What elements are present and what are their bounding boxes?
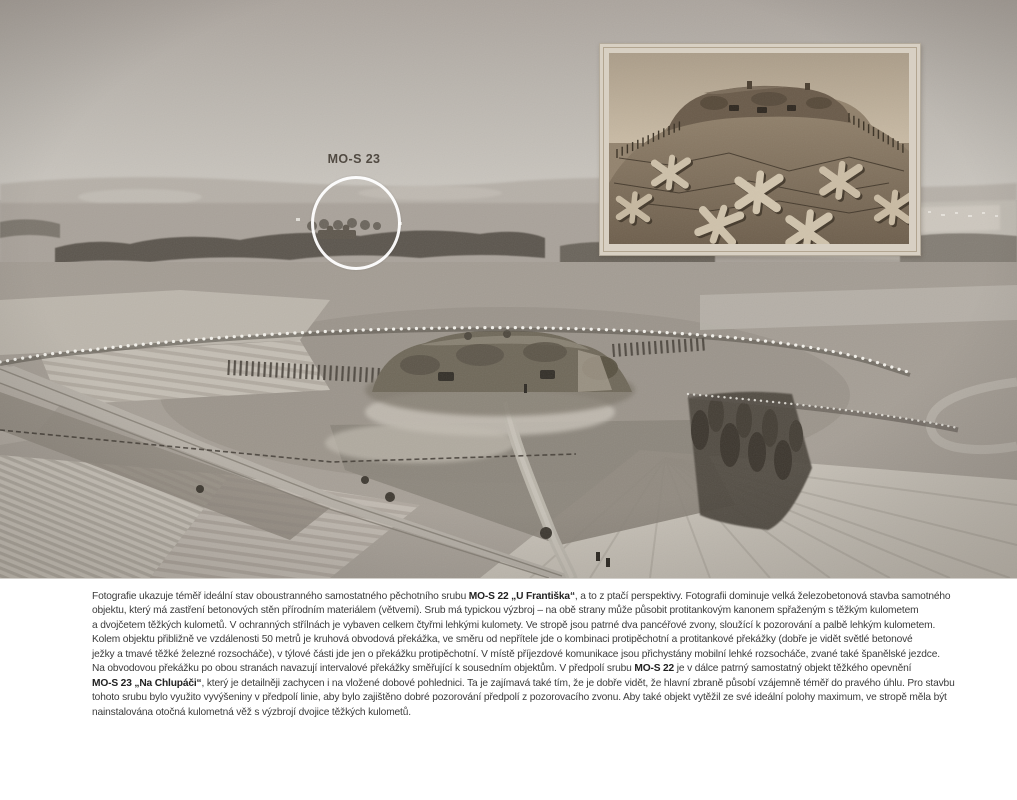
- caption-line: Na obvodovou překážku po obou stranách navazují intervalové překážky směřující k sousedním objektům. V předpolí srubu MO-S 22 je v dálce patrný samostatný objekt těžkého opevnění: [92, 663, 912, 675]
- inset-photo-art: [609, 53, 909, 244]
- caption-line: ježky a tmavé těžké železné rozsocháče), v týlové části jde jen o překážku protipěchotní. V místě příjezdové komunikace jsou přichystány mobilní lehké rozsocháče, zvané také španělské jezdce.: [92, 648, 940, 660]
- caption-line: a dvojčetem těžkých kulometů. V ochranných střílnách je vybaven celkem čtyřmi lehkými kulomety. Ve stropě jsou patrné dva pancéřové zvony, sloužící k pozorování a palbě lehkým kulometem.: [92, 619, 936, 631]
- caption-line: Fotografie ukazuje téměř ideální stav oboustranného samostatného pěchotního srubu MO-S 22 „U Františka“, a to z ptačí perspektivy. Fotografii dominuje velká železobetonová stavba samotného: [92, 591, 951, 602]
- inset-photo: [609, 53, 909, 244]
- annotation-circle: [311, 176, 401, 270]
- annotation-label: MO-S 23: [327, 152, 381, 166]
- caption-line: objektu, který má zastření betonových stěn přírodním materiálem (větvemi). Srub má typickou výzbroj – na obě strany může působit protitankovým kanonem spřaženým s těžkým kulometem: [92, 605, 919, 617]
- caption-text: [92, 590, 955, 720]
- caption-line: nainstalována otočná kulometná věž s výzbrojí dvojice těžkých kulometů.: [92, 706, 411, 718]
- caption-line: tohoto srubu bylo využito vyvýšeniny v předpolí linie, aby bylo zajištěno dobré pozorování předpolí z pozorovacího zvonu. Aby také objekt vytěžil ze své ideální polohy maximum, ve stropě měla být: [92, 692, 947, 704]
- inset-grain: [609, 53, 909, 244]
- inset-postcard: [599, 43, 921, 256]
- caption-line: MO-S 23 „Na Chlupáči“, který je detailněji zachycen i na vložené dobové pohlednici. Ta je zajímavá také tím, že je dobře vidět, že hlavní zbraně působí vzájemně téměř do pravého úhlu. Pro stavbu: [92, 677, 955, 689]
- caption-line: Kolem objektu přibližně ve vzdálenosti 50 metrů je kruhová obvodová překážka, ve směru od nepřítele jde o kombinaci protipěchotní a protitankové překážky (dobře je vidět světlé betonové: [92, 634, 913, 646]
